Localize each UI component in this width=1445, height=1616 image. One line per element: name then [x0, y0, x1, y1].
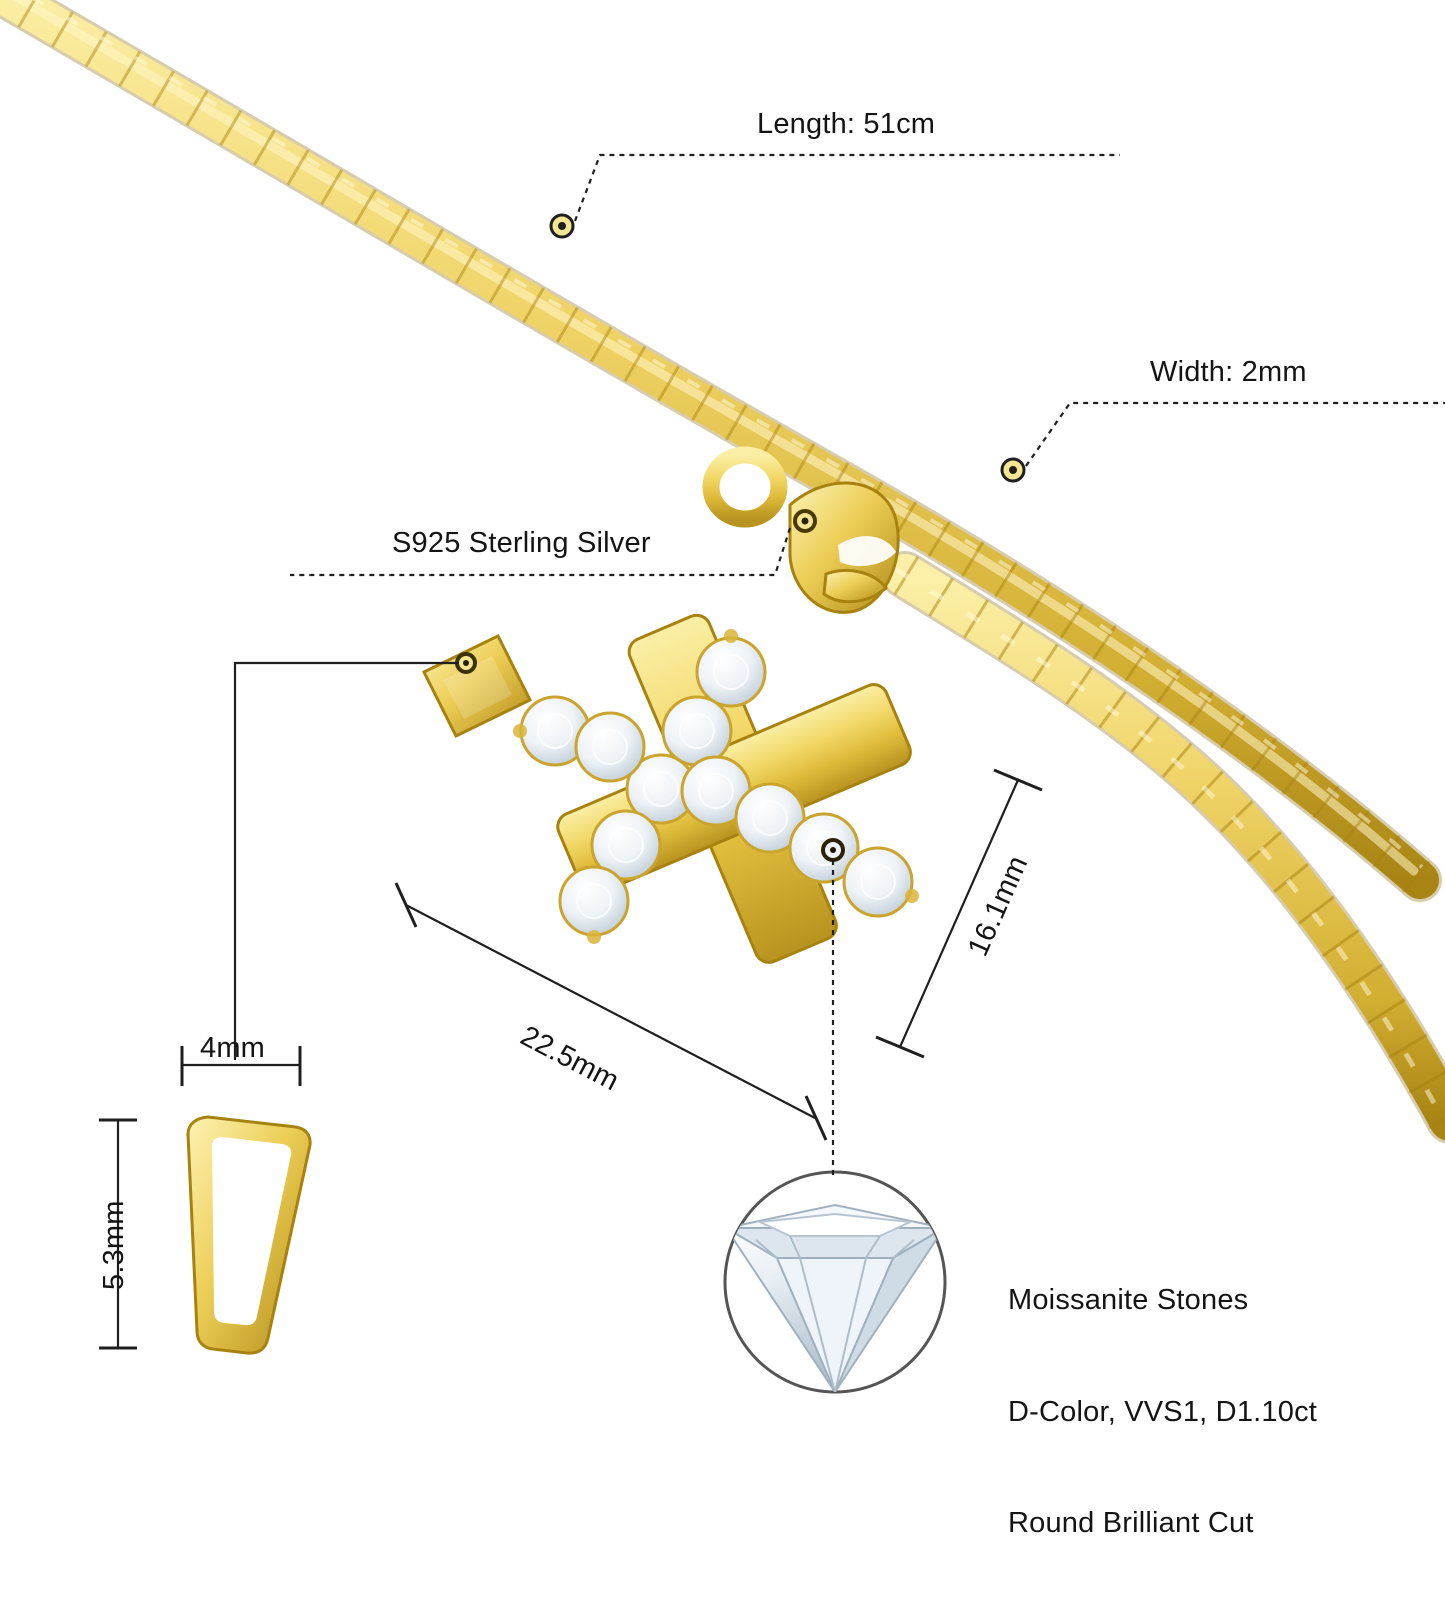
stone-callout-line-1: Moissanite Stones — [1008, 1284, 1249, 1317]
label-material: S925 Sterling Silver — [392, 527, 651, 559]
stone-zoom-callout — [725, 1172, 945, 1392]
label-pendant-height: 16.1mm — [962, 851, 1035, 962]
pendant-bail — [424, 636, 530, 736]
stone-callout-line-3: Round Brilliant Cut — [1008, 1506, 1254, 1539]
stone-callout-line-2: D-Color, VVS1, D1.10ct — [1008, 1395, 1318, 1428]
cross-pendant — [424, 558, 966, 1019]
label-bail-width: 4mm — [200, 1032, 266, 1064]
label-bail-height: 5.3mm — [98, 1200, 130, 1290]
label-chain-length: Length: 51cm — [757, 108, 936, 140]
bail-detail-shape — [188, 1117, 310, 1353]
stone-callout-text — [1008, 1208, 1317, 1616]
label-pendant-width: 22.5mm — [515, 1020, 624, 1098]
label-chain-width: Width: 2mm — [1150, 356, 1307, 388]
